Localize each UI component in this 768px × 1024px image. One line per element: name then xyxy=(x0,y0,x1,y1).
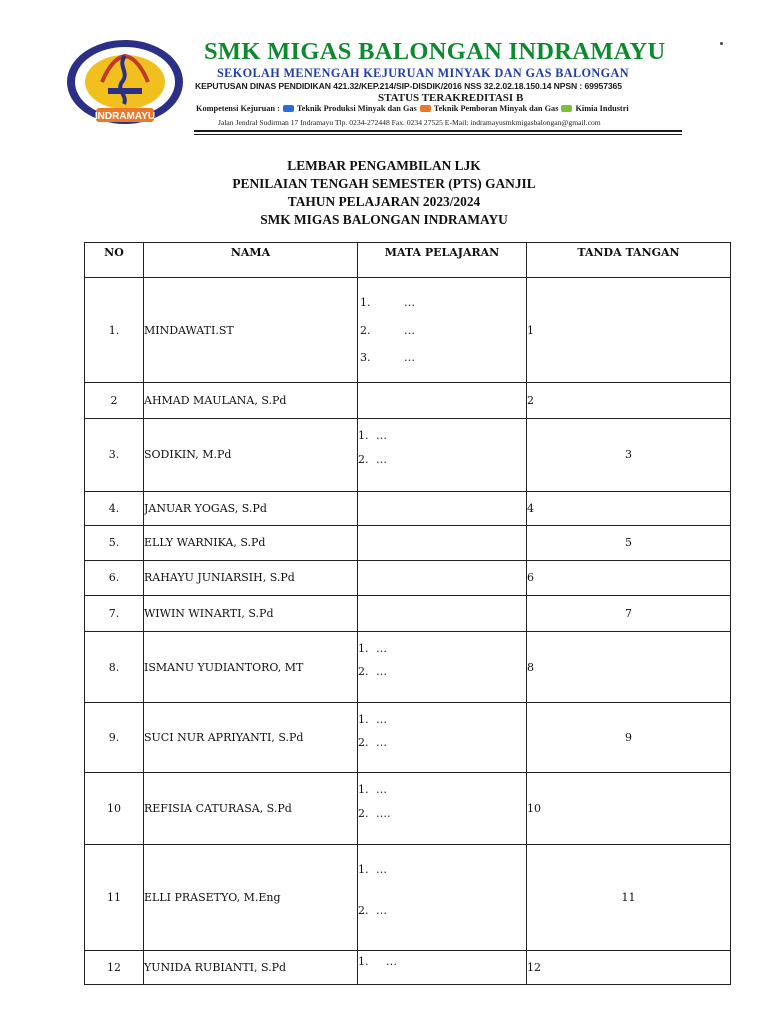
cell-no: 9. xyxy=(85,703,144,773)
subject-number: 1. xyxy=(360,295,371,309)
subject-number: 1. xyxy=(358,641,369,655)
table-row xyxy=(85,560,731,595)
subject-item xyxy=(358,807,526,820)
cell-no: 6. xyxy=(85,560,144,595)
subject-number: 2. xyxy=(358,735,369,749)
header-no: NO xyxy=(85,243,144,278)
cell-tanda-tangan[interactable]: 3 xyxy=(527,419,731,491)
competency-label: Kompetensi Kejuruan : xyxy=(196,104,280,113)
cell-tanda-tangan[interactable]: 4 xyxy=(527,491,731,525)
subject-number: 1. xyxy=(358,429,369,443)
cell-mata-pelajaran xyxy=(358,595,527,631)
subject-list xyxy=(358,951,526,983)
cell-no: 10 xyxy=(85,773,144,844)
cell-no: 4. xyxy=(85,491,144,525)
subject-item xyxy=(358,783,526,796)
cell-mata-pelajaran xyxy=(358,631,527,702)
cell-tanda-tangan[interactable]: 7 xyxy=(527,595,731,631)
subject-number: 2. xyxy=(360,323,371,337)
cell-nama: WIWIN WINARTI, S.Pd xyxy=(144,595,358,631)
document-title xyxy=(0,157,768,229)
table-row xyxy=(85,383,731,419)
cell-tanda-tangan[interactable]: 6 xyxy=(527,560,731,595)
subject-list xyxy=(358,420,526,490)
table-row xyxy=(85,525,731,560)
cell-mata-pelajaran xyxy=(358,419,527,491)
cell-nama: AHMAD MAULANA, S.Pd xyxy=(144,383,358,419)
subject-placeholder: … xyxy=(404,295,415,309)
subject-number: 1. xyxy=(358,783,369,797)
header-nama: NAMA xyxy=(144,243,358,278)
book-green-icon xyxy=(561,105,572,112)
subject-number: 3. xyxy=(360,351,371,365)
table-body xyxy=(85,278,731,985)
cell-nama: RAHAYU JUNIARSIH, S.Pd xyxy=(144,560,358,595)
cell-mata-pelajaran xyxy=(358,491,527,525)
corner-dot xyxy=(720,42,723,45)
subject-list xyxy=(358,279,526,382)
cell-mata-pelajaran xyxy=(358,703,527,773)
title-line-2: PENILAIAN TENGAH SEMESTER (PTS) GANJIL xyxy=(232,176,536,191)
accreditation-status: STATUS TERAKREDITASI B xyxy=(378,92,524,104)
cell-mata-pelajaran xyxy=(358,950,527,984)
school-fullname: SEKOLAH MENENGAH KEJURUAN MINYAK DAN GAS BALONGAN xyxy=(217,66,629,80)
subject-placeholder: … xyxy=(376,453,387,467)
cell-tanda-tangan[interactable]: 8 xyxy=(527,631,731,702)
competency-line xyxy=(196,104,629,113)
school-name: SMK MIGAS BALONGAN INDRAMAYU xyxy=(204,38,666,65)
cell-mata-pelajaran xyxy=(358,525,527,560)
cell-tanda-tangan[interactable]: 2 xyxy=(527,383,731,419)
cell-tanda-tangan[interactable]: 12 xyxy=(527,950,731,984)
cell-mata-pelajaran xyxy=(358,560,527,595)
title-line-1: LEMBAR PENGAMBILAN LJK xyxy=(287,158,481,173)
cell-tanda-tangan[interactable]: 9 xyxy=(527,703,731,773)
letterhead-divider xyxy=(194,130,682,132)
subject-placeholder: … xyxy=(404,351,415,365)
cell-mata-pelajaran xyxy=(358,278,527,383)
competency-1: Teknik Produksi Minyak dan Gas xyxy=(296,104,417,113)
table-header-row xyxy=(85,243,731,278)
table-row xyxy=(85,703,731,773)
cell-no: 2 xyxy=(85,383,144,419)
cell-no: 12 xyxy=(85,950,144,984)
table-row xyxy=(85,491,731,525)
subject-item xyxy=(358,955,526,968)
subject-item xyxy=(358,296,526,309)
cell-no: 8. xyxy=(85,631,144,702)
book-blue-icon xyxy=(283,105,294,112)
subject-list xyxy=(358,774,526,843)
subject-item xyxy=(358,736,526,749)
letterhead xyxy=(0,0,768,145)
ljk-table xyxy=(84,242,731,985)
cell-no: 7. xyxy=(85,595,144,631)
subject-item xyxy=(358,863,526,876)
cell-nama: YUNIDA RUBIANTI, S.Pd xyxy=(144,950,358,984)
cell-tanda-tangan[interactable]: 10 xyxy=(527,773,731,844)
subject-number: 2. xyxy=(358,904,369,918)
table-row xyxy=(85,278,731,383)
cell-mata-pelajaran xyxy=(358,383,527,419)
cell-nama: MINDAWATI.ST xyxy=(144,278,358,383)
subject-number: 1. xyxy=(358,712,369,726)
subject-placeholder: … xyxy=(376,641,387,655)
subject-number: 1. xyxy=(358,863,369,877)
subject-item xyxy=(358,665,526,678)
competency-3: Kimia Industri xyxy=(575,104,629,113)
book-orange-icon xyxy=(420,105,431,112)
competency-2: Teknik Pemboran Minyak dan Gas xyxy=(433,104,559,113)
subject-placeholder: … xyxy=(386,955,397,969)
cell-mata-pelajaran xyxy=(358,844,527,950)
subject-placeholder: … xyxy=(376,863,387,877)
cell-nama: ELLI PRASETYO, M.Eng xyxy=(144,844,358,950)
subject-item xyxy=(358,904,526,917)
cell-mata-pelajaran xyxy=(358,773,527,844)
logo-text: INDRAMAYU xyxy=(94,111,156,122)
cell-no: 11 xyxy=(85,844,144,950)
cell-tanda-tangan[interactable]: 1 xyxy=(527,278,731,383)
table-row xyxy=(85,950,731,984)
subject-item xyxy=(358,453,526,466)
cell-nama: SUCI NUR APRIYANTI, S.Pd xyxy=(144,703,358,773)
subject-placeholder: … xyxy=(376,735,387,749)
cell-nama: ISMANU YUDIANTORO, MT xyxy=(144,631,358,702)
subject-item xyxy=(358,429,526,442)
table-row xyxy=(85,419,731,491)
table-row xyxy=(85,773,731,844)
title-line-3: TAHUN PELAJARAN 2023/2024 xyxy=(287,194,481,209)
title-line-4: SMK MIGAS BALONGAN INDRAMAYU xyxy=(260,212,508,227)
cell-no: 1. xyxy=(85,278,144,383)
cell-nama: SODIKIN, M.Pd xyxy=(144,419,358,491)
subject-placeholder: …. xyxy=(376,806,391,820)
header-tanda-tangan: TANDA TANGAN xyxy=(527,243,731,278)
subject-placeholder: … xyxy=(376,904,387,918)
subject-item xyxy=(358,713,526,726)
cell-no: 3. xyxy=(85,419,144,491)
subject-placeholder: … xyxy=(404,323,415,337)
cell-nama: JANUAR YOGAS, S.Pd xyxy=(144,491,358,525)
table-row xyxy=(85,595,731,631)
letterhead-divider-thin xyxy=(194,134,682,135)
subject-placeholder: … xyxy=(376,665,387,679)
cell-tanda-tangan[interactable]: 11 xyxy=(527,844,731,950)
school-logo xyxy=(62,38,188,130)
subject-list xyxy=(358,704,526,772)
subject-item xyxy=(358,642,526,655)
header-mata-pelajaran: MATA PELAJARAN xyxy=(358,243,527,278)
table-row xyxy=(85,631,731,702)
subject-number: 2. xyxy=(358,453,369,467)
subject-list xyxy=(358,845,526,949)
subject-number: 1. xyxy=(358,955,369,969)
subject-placeholder: … xyxy=(376,712,387,726)
subject-placeholder: … xyxy=(376,783,387,797)
school-decree: KEPUTUSAN DINAS PENDIDIKAN 421.32/KEP.214/SIP-DISDIK/2016 NSS 32.2.02.18.150.14 NPSN : 69957365 xyxy=(195,81,622,91)
cell-nama: REFISIA CATURASA, S.Pd xyxy=(144,773,358,844)
cell-nama: ELLY WARNIKA, S.Pd xyxy=(144,525,358,560)
cell-no: 5. xyxy=(85,525,144,560)
subject-list xyxy=(358,633,526,702)
cell-tanda-tangan[interactable]: 5 xyxy=(527,525,731,560)
subject-number: 2. xyxy=(358,806,369,820)
subject-placeholder: … xyxy=(376,429,387,443)
subject-number: 2. xyxy=(358,665,369,679)
school-address: Jalan Jendral Sudirman 17 Indramayu Tlp. 0234-272448 Fax. 0234 27525 E-Mail: indramayusmkmigasbalongan@gmail.com xyxy=(218,118,601,127)
subject-item xyxy=(358,324,526,337)
table-row xyxy=(85,844,731,950)
subject-item xyxy=(358,351,526,364)
